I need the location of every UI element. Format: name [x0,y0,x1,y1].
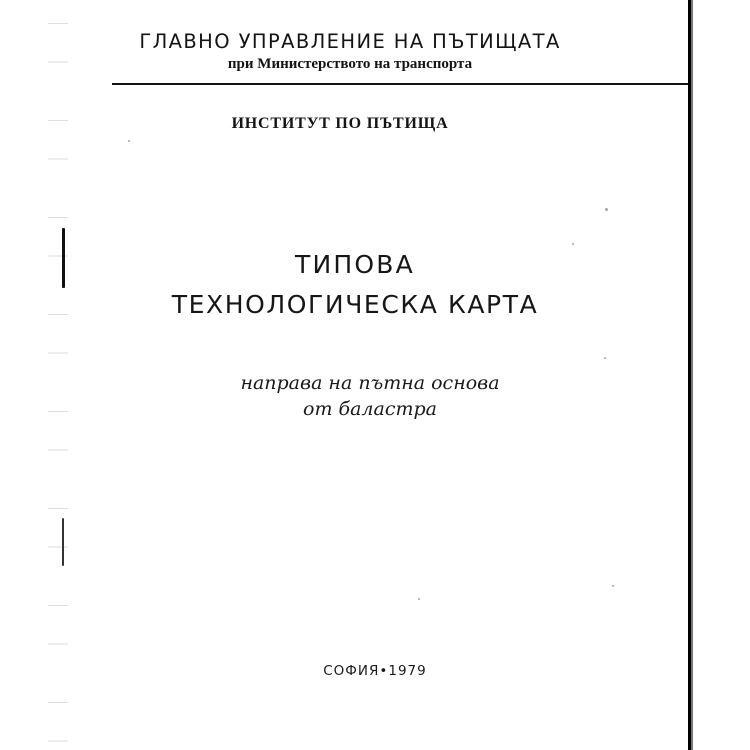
scan-speck [128,140,130,142]
scan-mark [62,228,65,288]
page-edge-shadow [691,0,693,750]
document-subject-line2: от баластра [303,398,437,420]
header-divider [112,83,688,85]
document-title-line2: ТЕХНОЛОГИЧЕСКА КАРТА [171,290,539,319]
organization-name: ГЛАВНО УПРАВЛЕНИЕ НА ПЪТИЩАТА [139,30,561,53]
document-title-line1: ТИПОВА [295,250,415,279]
scan-speck [605,208,608,211]
document-subject-line1: направа на пътна основа [240,372,500,394]
scan-speck [572,243,574,245]
scan-mark [62,518,64,566]
scan-speck [604,357,606,359]
scan-speck [612,585,614,587]
scan-speckle [48,0,68,750]
publication-place-year: СОФИЯ•1979 [323,663,427,679]
suborganization-name: при Министерството на транспорта [227,56,473,72]
institute-name: ИНСТИТУТ ПО ПЪТИЩА [231,115,449,132]
scan-speck [418,598,420,600]
